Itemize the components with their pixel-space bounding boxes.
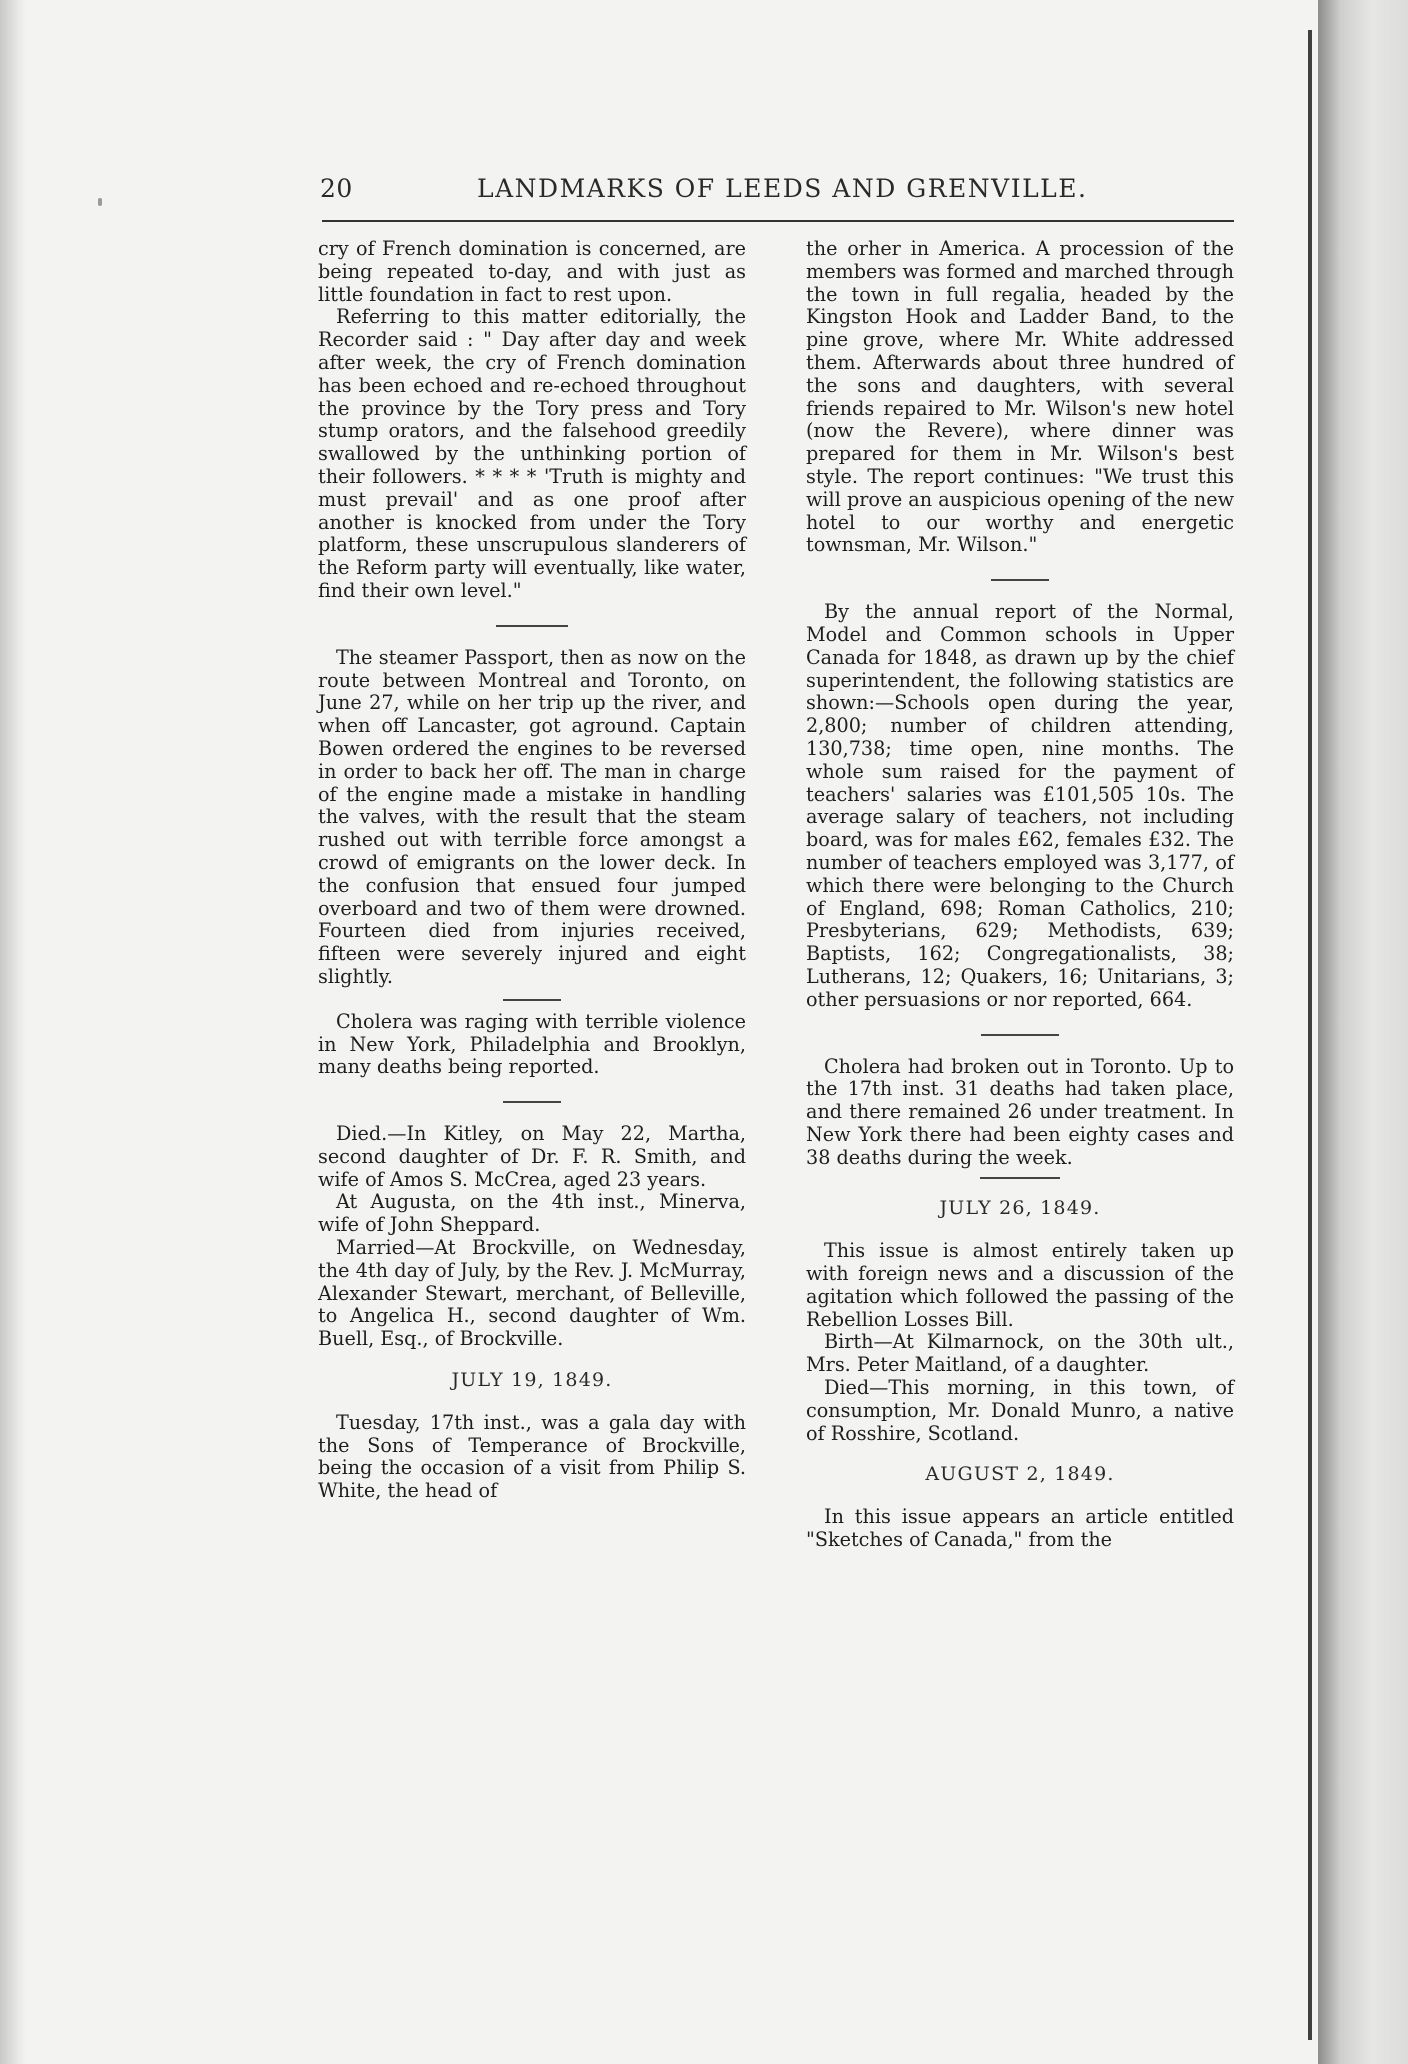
paragraph: Died.—In Kitley, on May 22, Martha, second daughter of Dr. F. R. Smith, and wife of Amos S. McCrea, aged 23 years. [318,1122,746,1191]
paragraph: Married—At Brockville, on Wednesday, the 4th day of July, by the Rev. J. McMurray, Alexander Stewart, merchant, of Belleville, to Angelica H., second daughter of Wm. Buell, Esq., of Brockville. [318,1236,746,1351]
paragraph: By the annual report of the Normal, Model and Common schools in Upper Canada for 1848, as drawn up by the chief superintendent, the following statistics are shown:—Schools open during the year, 2,800; number of children attending, 130,738; time open, nine months. The whole sum raised for the payment of teachers' salaries was £101,505 10s. The average salary of teachers, not including board, was for males £62, females £32. The number of teachers employed was 3,177, of which there were belonging to the Church of England, 698; Roman Catholics, 210; Presbyterians, 629; Methodists, 639; Baptists, 162; Congregationalists, 38; Lutherans, 12; Quakers, 16; Unitarians, 3; other persuasions or nor reported, 664. [806,600,1234,1011]
page-header [320,174,1240,214]
right-column [806,238,1234,1552]
paragraph: the orher in America. A procession of the members was formed and marched through the town in full regalia, headed by the Kingston Hook and Ladder Band, to the pine grove, where Mr. White addressed them. Afterwards about three hundred of the sons and daughters, with several friends repaired to Mr. Wilson's new hotel (now the Revere), where dinner was prepared for them in Mr. Wilson's best style. The report continues: "We trust this will prove an auspicious opening of the new hotel to our worthy and energetic townsman, Mr. Wilson." [806,237,1234,557]
page-speck [98,198,102,206]
paragraph: Birth—At Kilmarnock, on the 30th ult., Mrs. Peter Maitland, of a daughter. [806,1330,1234,1377]
running-title: LANDMARKS OF LEEDS AND GRENVILLE. [477,174,1088,203]
section-divider [991,579,1049,581]
header-rule [322,220,1234,222]
paragraph: Cholera was raging with terrible violence in New York, Philadelphia and Brooklyn, many deaths being reported. [318,1009,746,1079]
paragraph: Died—This morning, in this town, of consumption, Mr. Donald Munro, a native of Rosshire, Scotland. [806,1376,1234,1445]
dateline: AUGUST 2, 1849. [925,1463,1115,1486]
paragraph: In this issue appears an article entitled "Sketches of Canada," from the [806,1505,1234,1552]
paragraph: Cholera had broken out in Toronto. Up to the 17th inst. 31 deaths had taken place, and there remained 26 under treatment. In New York there had been eighty cases and 38 deaths during the week. [806,1054,1234,1169]
dateline: JULY 26, 1849. [939,1197,1101,1220]
adjacent-page-edge [1318,0,1408,2064]
section-divider [503,1101,561,1103]
left-column [318,238,746,1503]
paragraph: cry of French domination is concerned, are being repeated to-day, and with just as little foundation in fact to rest upon. [318,237,746,306]
section-divider [496,625,568,627]
paragraph: This issue is almost entirely taken up with foreign news and a discussion of the agitation which followed the passing of the Rebellion Losses Bill. [806,1239,1234,1331]
section-divider [503,999,561,1001]
dateline: JULY 19, 1849. [451,1369,613,1392]
section-divider [980,1177,1060,1179]
paragraph: At Augusta, on the 4th inst., Minerva, wife of John Sheppard. [318,1190,746,1237]
section-divider [981,1034,1059,1036]
paragraph: Referring to this matter editorially, the Recorder said : " Day after day and week after week, the cry of French domination has been echoed and re-echoed throughout the province by the Tory press and Tory stump orators, and the falsehood greedily swallowed by the unthinking portion of their followers. * * * * 'Truth is mighty and must prevail' and as one proof after another is knocked from under the Tory platform, these unscrupulous slanderers of the Reform party will eventually, like water, find their own level." [318,305,746,602]
page-binding-shadow [0,0,26,2064]
paragraph: Tuesday, 17th inst., was a gala day with the Sons of Temperance of Brockville, being the occasion of a visit from Philip S. White, the head of [318,1410,746,1503]
page-number: 20 [320,174,353,203]
page-edge-shadow [1308,30,1312,2040]
paragraph: The steamer Passport, then as now on the route between Montreal and Toronto, on June 27, while on her trip up the river, and when off Lancaster, got aground. Captain Bowen ordered the engines to be reversed in order to back her off. The man in charge of the engine made a mistake in handling the valves, with the result that the steam rushed out with terrible force amongst a crowd of emigrants on the lower deck. In the confusion that ensued four jumped overboard and two of them were drowned. Fourteen died from injuries received, fifteen were severely injured and eight slightly. [318,645,746,988]
